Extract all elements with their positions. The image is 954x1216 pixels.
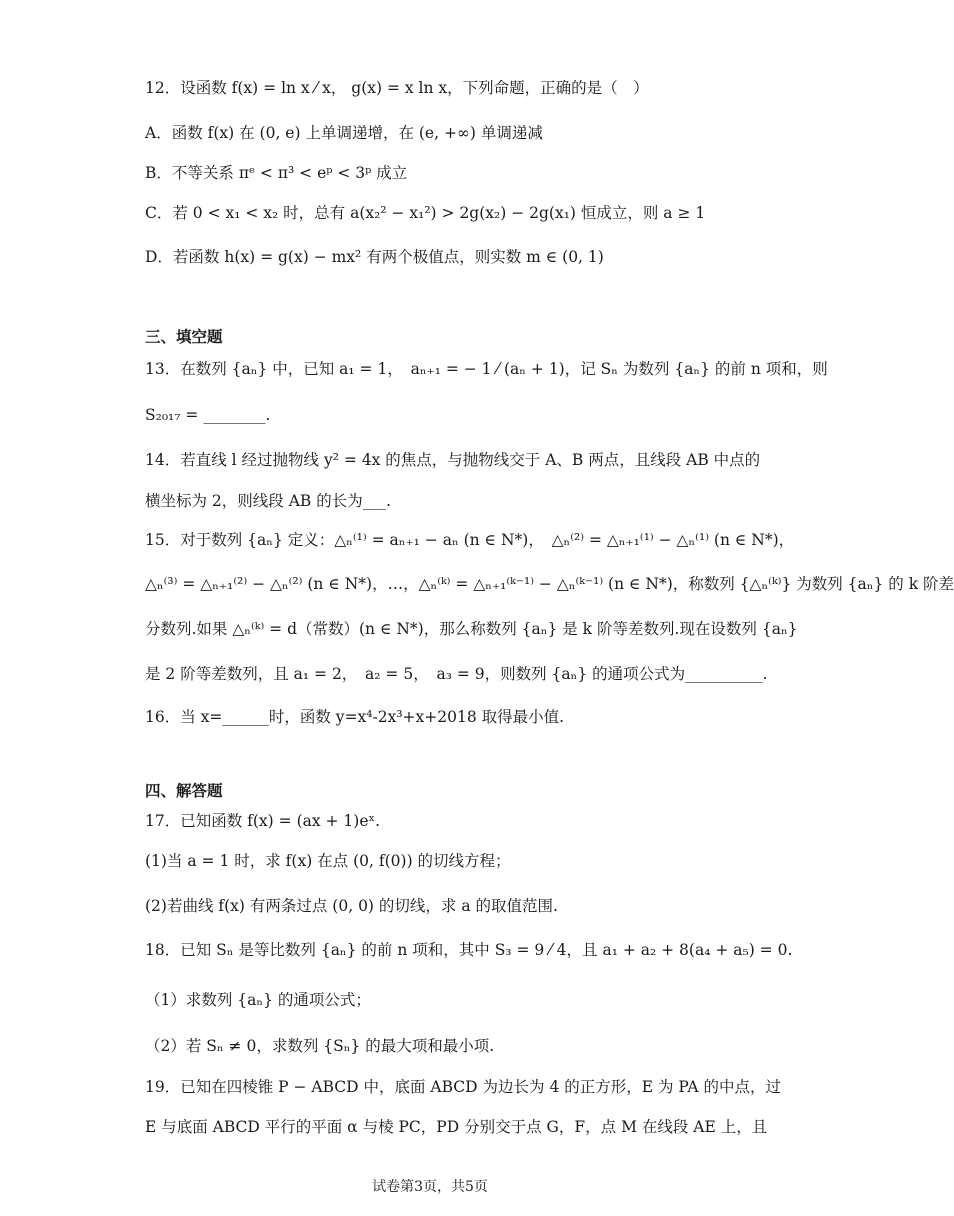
question-13-stem: 13．在数列 {aₙ} 中，已知 a₁ = 1， aₙ₊₁ = − 1 ⁄ (aₙ + 1)，记 Sₙ 为数列 {aₙ} 的前 n 项和，则	[145, 360, 828, 378]
question-15-line4: 是 2 阶等差数列，且 a₁ = 2， a₂ = 5， a₃ = 9，则数列 {aₙ} 的通项公式为__________.	[145, 665, 768, 683]
question-14-stem: 14．若直线 l 经过抛物线 y² = 4x 的焦点，与抛物线交于 A、B 两点，且线段 AB 中点的	[145, 451, 761, 469]
option-b: B．不等关系 πᵉ < π³ < eᵖ < 3ᵖ 成立	[145, 164, 408, 182]
option-d: D．若函数 h(x) = g(x) − mx² 有两个极值点，则实数 m ∈ (0, 1)	[145, 248, 604, 266]
question-17-part2: (2)若曲线 f(x) 有两条过点 (0, 0) 的切线，求 a 的取值范围.	[145, 897, 558, 915]
question-12-stem: 12．设函数 f(x) = ln x ⁄ x， g(x) = x ln x，下列命题，正确的是（ ）	[145, 79, 649, 97]
question-18-stem: 18．已知 Sₙ 是等比数列 {aₙ} 的前 n 项和，其中 S₃ = 9 ⁄ 4，且 a₁ + a₂ + 8(a₄ + a₅) = 0.	[145, 941, 793, 959]
option-a: A．函数 f(x) 在 (0, e) 上单调递增，在 (e, +∞) 单调递减	[145, 124, 543, 142]
question-17-part1: (1)当 a = 1 时，求 f(x) 在点 (0, f(0)) 的切线方程；	[145, 852, 511, 870]
question-19-stem: 19．已知在四棱锥 P − ABCD 中，底面 ABCD 为边长为 4 的正方形，E 为 PA 的中点，过	[145, 1078, 782, 1096]
question-16-stem: 16．当 x=______时，函数 y=x⁴-2x³+x+2018 取得最小值.	[145, 708, 565, 726]
question-17-stem: 17．已知函数 f(x) = (ax + 1)eˣ.	[145, 812, 381, 830]
question-13-answer: S₂₀₁₇ = ________.	[145, 406, 271, 424]
section-solve-title: 四、解答题	[145, 781, 223, 800]
question-15-line2: △ₙ⁽³⁾ = △ₙ₊₁⁽²⁾ − △ₙ⁽²⁾ (n ∈ N*)，…，△ₙ⁽ᵏ⁾ = △ₙ₊₁⁽ᵏ⁻¹⁾ − △ₙ⁽ᵏ⁻¹⁾ (n ∈ N*)，称数列 {△ₙ⁽ᵏ⁾} 为数列 {aₙ} 的 k 阶差	[145, 575, 954, 593]
page-footer: 试卷第3页，共5页	[372, 1179, 488, 1195]
question-18-part1: （1）求数列 {aₙ} 的通项公式；	[145, 991, 371, 1009]
question-19-cont: E 与底面 ABCD 平行的平面 α 与棱 PC，PD 分别交于点 G，F，点 M 在线段 AE 上，且	[145, 1118, 768, 1136]
section-fill-in-title: 三、填空题	[145, 327, 223, 346]
question-18-part2: （2）若 Sₙ ≠ 0，求数列 {Sₙ} 的最大项和最小项.	[145, 1037, 495, 1055]
question-15-line3: 分数列.如果 △ₙ⁽ᵏ⁾ = d（常数）(n ∈ N*)，那么称数列 {aₙ} 是 k 阶等差数列.现在设数列 {aₙ}	[145, 620, 798, 638]
question-15-stem: 15．对于数列 {aₙ} 定义：△ₙ⁽¹⁾ = aₙ₊₁ − aₙ (n ∈ N*)， △ₙ⁽²⁾ = △ₙ₊₁⁽¹⁾ − △ₙ⁽¹⁾ (n ∈ N*)，	[145, 531, 795, 549]
option-c: C．若 0 < x₁ < x₂ 时，总有 a(x₂² − x₁²) > 2g(x₂) − 2g(x₁) 恒成立，则 a ≥ 1	[145, 204, 706, 222]
question-14-cont: 横坐标为 2，则线段 AB 的长为___.	[145, 492, 391, 510]
